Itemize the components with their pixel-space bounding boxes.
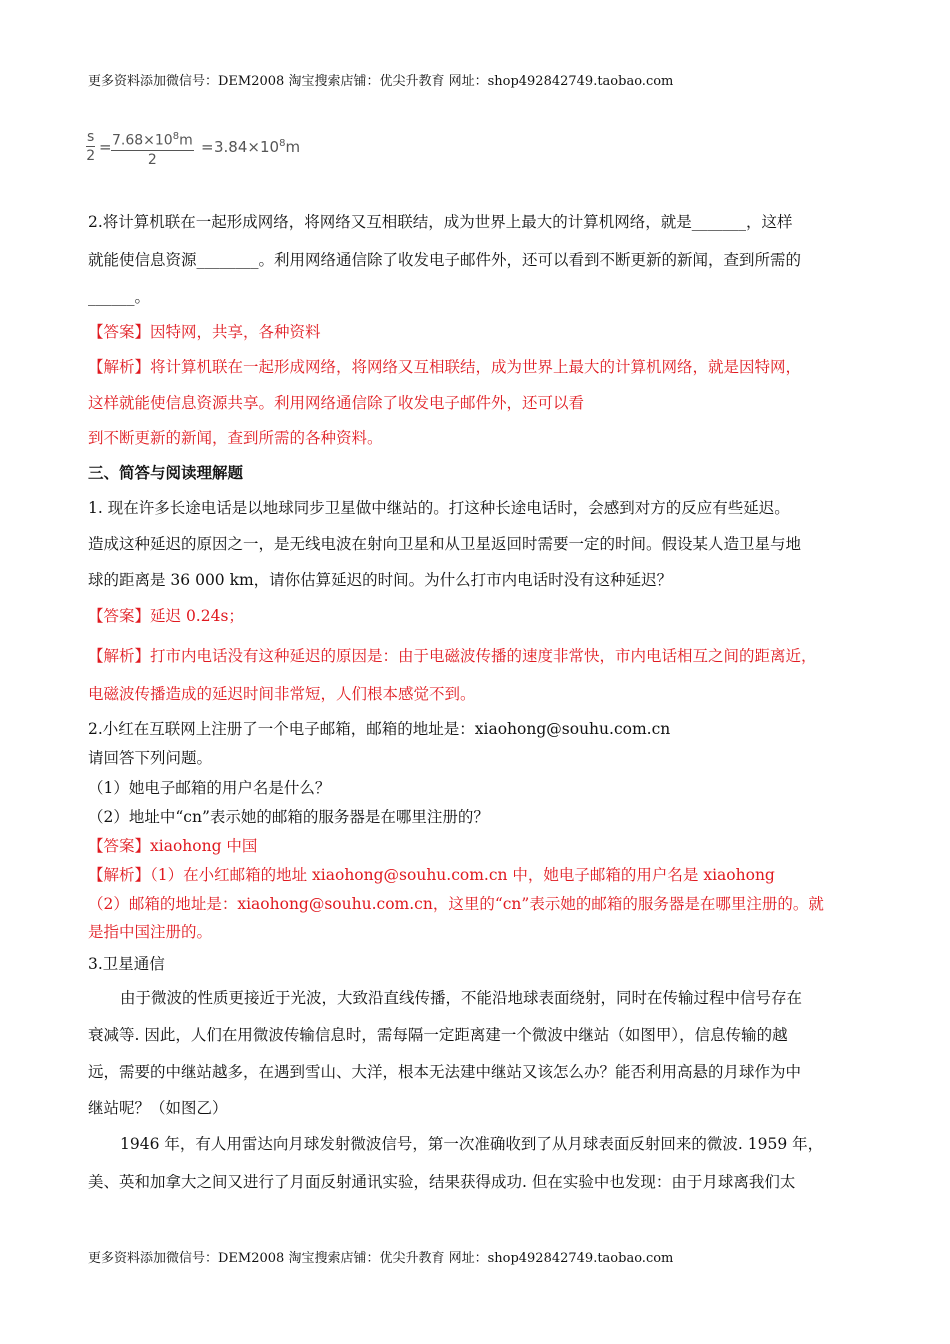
s3q3-p1-line2: 衰减等. 因此，人们在用微波传输信息时，需每隔一定距离建一个微波中继站（如图甲），信息传输的越 <box>88 1026 788 1044</box>
document-page: 更多资料添加微信号：DEM2008 淘宝搜索店铺：优尖升教育 网址：shop492842749.taobao.com s 2 = $7.68\times 10^8m$ 2 = $3.84\times 10^8m$ 2.将计算机联在一起形成网络，将网络又互相联结，成为世界上最大的计算机网络，就是_______，这样 就能使信息资源________。利用网络通信除了收发电子邮件外，还可以看到不断更新的新闻，查到所需的 ______。 【答案】因特网，共享，各种资料 【解析】将计算机联在一起形成网络，将网络又互相联结，成为世界上最大的计算机网络，就是因特网， 这样就能使信息资源共享。利用网络通信除了收发电子邮件外，还可以看 到不断更新的新闻，查到所需的各种资料。 三、简答与阅读理解题 1. 现在许多长途电话是以地球同步卫星做中继站的。打这种长途电话时，会感到对方的反应有些延迟。 造成这种延迟的原因之一，是无线电波在射向卫星和从卫星返回时需要一定的时间。假设某人造卫星与地 球的距离是 36 000 km，请你估算延迟的时间。为什么打市内电话时没有这种延迟？ 【答案】延迟 0.24s； 【解析】打市内电话没有这种延迟的原因是：由于电磁波传播的速度非常快，市内电话相互之间的距离近， 电磁波传播造成的延迟时间非常短，人们根本感觉不到。 2.小红在互联网上注册了一个电子邮箱，邮箱的地址是：xiaohong@souhu.com.cn 请回答下列问题。 （1）她电子邮箱的用户名是什么？ （2）地址中“cn”表示她的邮箱的服务器是在哪里注册的？ 【答案】xiaohong 中国 【解析】（1）在小红邮箱的地址 xiaohong@souhu.com.cn 中，她电子邮箱的用户名是 xiaohong （2）邮箱的地址是：xiaohong@souhu.com.cn，这里的“cn”表示她的邮箱的服务器是在哪里注册的。就 是指中国注册的。 3.卫星通信 由于微波的性质更接近于光波，大致沿直线传播，不能沿地球表面绕射，同时在传输过程中信号存在 衰减等. 因此，人们在用微波传输信息时，需每隔一定距离建一个微波中继站（如图甲），信息传输的越 远，需要的中继站越多，在遇到雪山、大洋，根本无法建中继站又该怎么办？能否利用高悬的月球作为中 继站呢？（如图乙） 1946 年，有人用雷达向月球发射微波信号，第一次准确收到了从月球表面反射回来的微波. 1959 年， 美、英和加拿大之间又进行了月面反射通讯实验，结果获得成功. 但在实验中也发现：由于月球离我们太 更多资料添加微信号：DEM2008 淘宝搜索店铺：优尖升教育 网址：shop492842749.taobao.com <box>0 0 950 1344</box>
s3q1-answer: 【答案】延迟 0.24s； <box>88 607 244 625</box>
q2-line1: 2.将计算机联在一起形成网络，将网络又互相联结，成为世界上最大的计算机网络，就是_______，这样 <box>88 213 793 231</box>
q2-answer: 【答案】因特网，共享，各种资料 <box>88 323 321 341</box>
s3q1-line1: 1. 现在许多长途电话是以地球同步卫星做中继站的。打这种长途电话时，会感到对方的反应有些延迟。 <box>88 499 790 517</box>
s3q3-p1-line1: 由于微波的性质更接近于光波，大致沿直线传播，不能沿地球表面绕射，同时在传输过程中信号存在 <box>120 989 803 1007</box>
section3-title: 三、简答与阅读理解题 <box>88 463 244 482</box>
formula-lhs: s 2 <box>86 129 96 164</box>
s3q2-line3: （1）她电子邮箱的用户名是什么？ <box>88 779 331 797</box>
s3q3-p2-line2: 美、英和加拿大之间又进行了月面反射通讯实验，结果获得成功. 但在实验中也发现：由于月球离我们太 <box>88 1173 796 1191</box>
page-footer: 更多资料添加微信号：DEM2008 淘宝搜索店铺：优尖升教育 网址：shop492842749.taobao.com <box>88 1251 674 1266</box>
s3q3-p1-line4: 继站呢？（如图乙） <box>88 1099 228 1117</box>
q2-line3: ______。 <box>88 288 151 306</box>
s3q1-line2: 造成这种延迟的原因之一，是无线电波在射向卫星和从卫星返回时需要一定的时间。假设某人造卫星与地 <box>88 535 802 553</box>
q2-analysis2: 这样就能使信息资源共享。利用网络通信除了收发电子邮件外，还可以看 <box>88 394 585 412</box>
s3q2-line4: （2）地址中“cn”表示她的邮箱的服务器是在哪里注册的？ <box>88 808 489 826</box>
formula-mid: $7.68\times 10^8m$ 2 <box>112 131 193 168</box>
s3q2-answer: 【答案】xiaohong 中国 <box>88 837 258 855</box>
formula-rhs: $3.84\times 10^8m$ <box>214 138 301 156</box>
s3q2-analysis3: 是指中国注册的。 <box>88 923 213 941</box>
s3q2-analysis1: 【解析】（1）在小红邮箱的地址 xiaohong@souhu.com.cn 中，她电子邮箱的用户名是 xiaohong <box>88 866 775 884</box>
s3q1-line3: 球的距离是 36 000 km，请你估算延迟的时间。为什么打市内电话时没有这种延迟？ <box>88 571 673 589</box>
s3q3-p2-line1: 1946 年，有人用雷达向月球发射微波信号，第一次准确收到了从月球表面反射回来的微波. 1959 年， <box>120 1135 824 1153</box>
s3q2-line2: 请回答下列问题。 <box>88 749 213 767</box>
s3q2-line1: 2.小红在互联网上注册了一个电子邮箱，邮箱的地址是：xiaohong@souhu.com.cn <box>88 720 671 738</box>
s3q3-title: 3.卫星通信 <box>88 955 165 973</box>
page-header: 更多资料添加微信号：DEM2008 淘宝搜索店铺：优尖升教育 网址：shop492842749.taobao.com <box>88 74 674 89</box>
q2-line2: 就能使信息资源________。利用网络通信除了收发电子邮件外，还可以看到不断更新的新闻，查到所需的 <box>88 251 802 269</box>
s3q1-analysis2: 电磁波传播造成的延迟时间非常短，人们根本感觉不到。 <box>88 685 476 703</box>
q2-analysis1: 【解析】将计算机联在一起形成网络，将网络又互相联结，成为世界上最大的计算机网络，就是因特网， <box>88 358 802 376</box>
s3q2-analysis2: （2）邮箱的地址是：xiaohong@souhu.com.cn，这里的“cn”表示她的邮箱的服务器是在哪里注册的。就 <box>88 895 824 913</box>
s3q1-analysis1: 【解析】打市内电话没有这种延迟的原因是：由于电磁波传播的速度非常快，市内电话相互之间的距离近， <box>88 647 817 665</box>
s3q3-p1-line3: 远，需要的中继站越多，在遇到雪山、大洋，根本无法建中继站又该怎么办？能否利用高悬的月球作为中 <box>88 1063 802 1081</box>
q2-analysis3: 到不断更新的新闻，查到所需的各种资料。 <box>88 429 383 447</box>
